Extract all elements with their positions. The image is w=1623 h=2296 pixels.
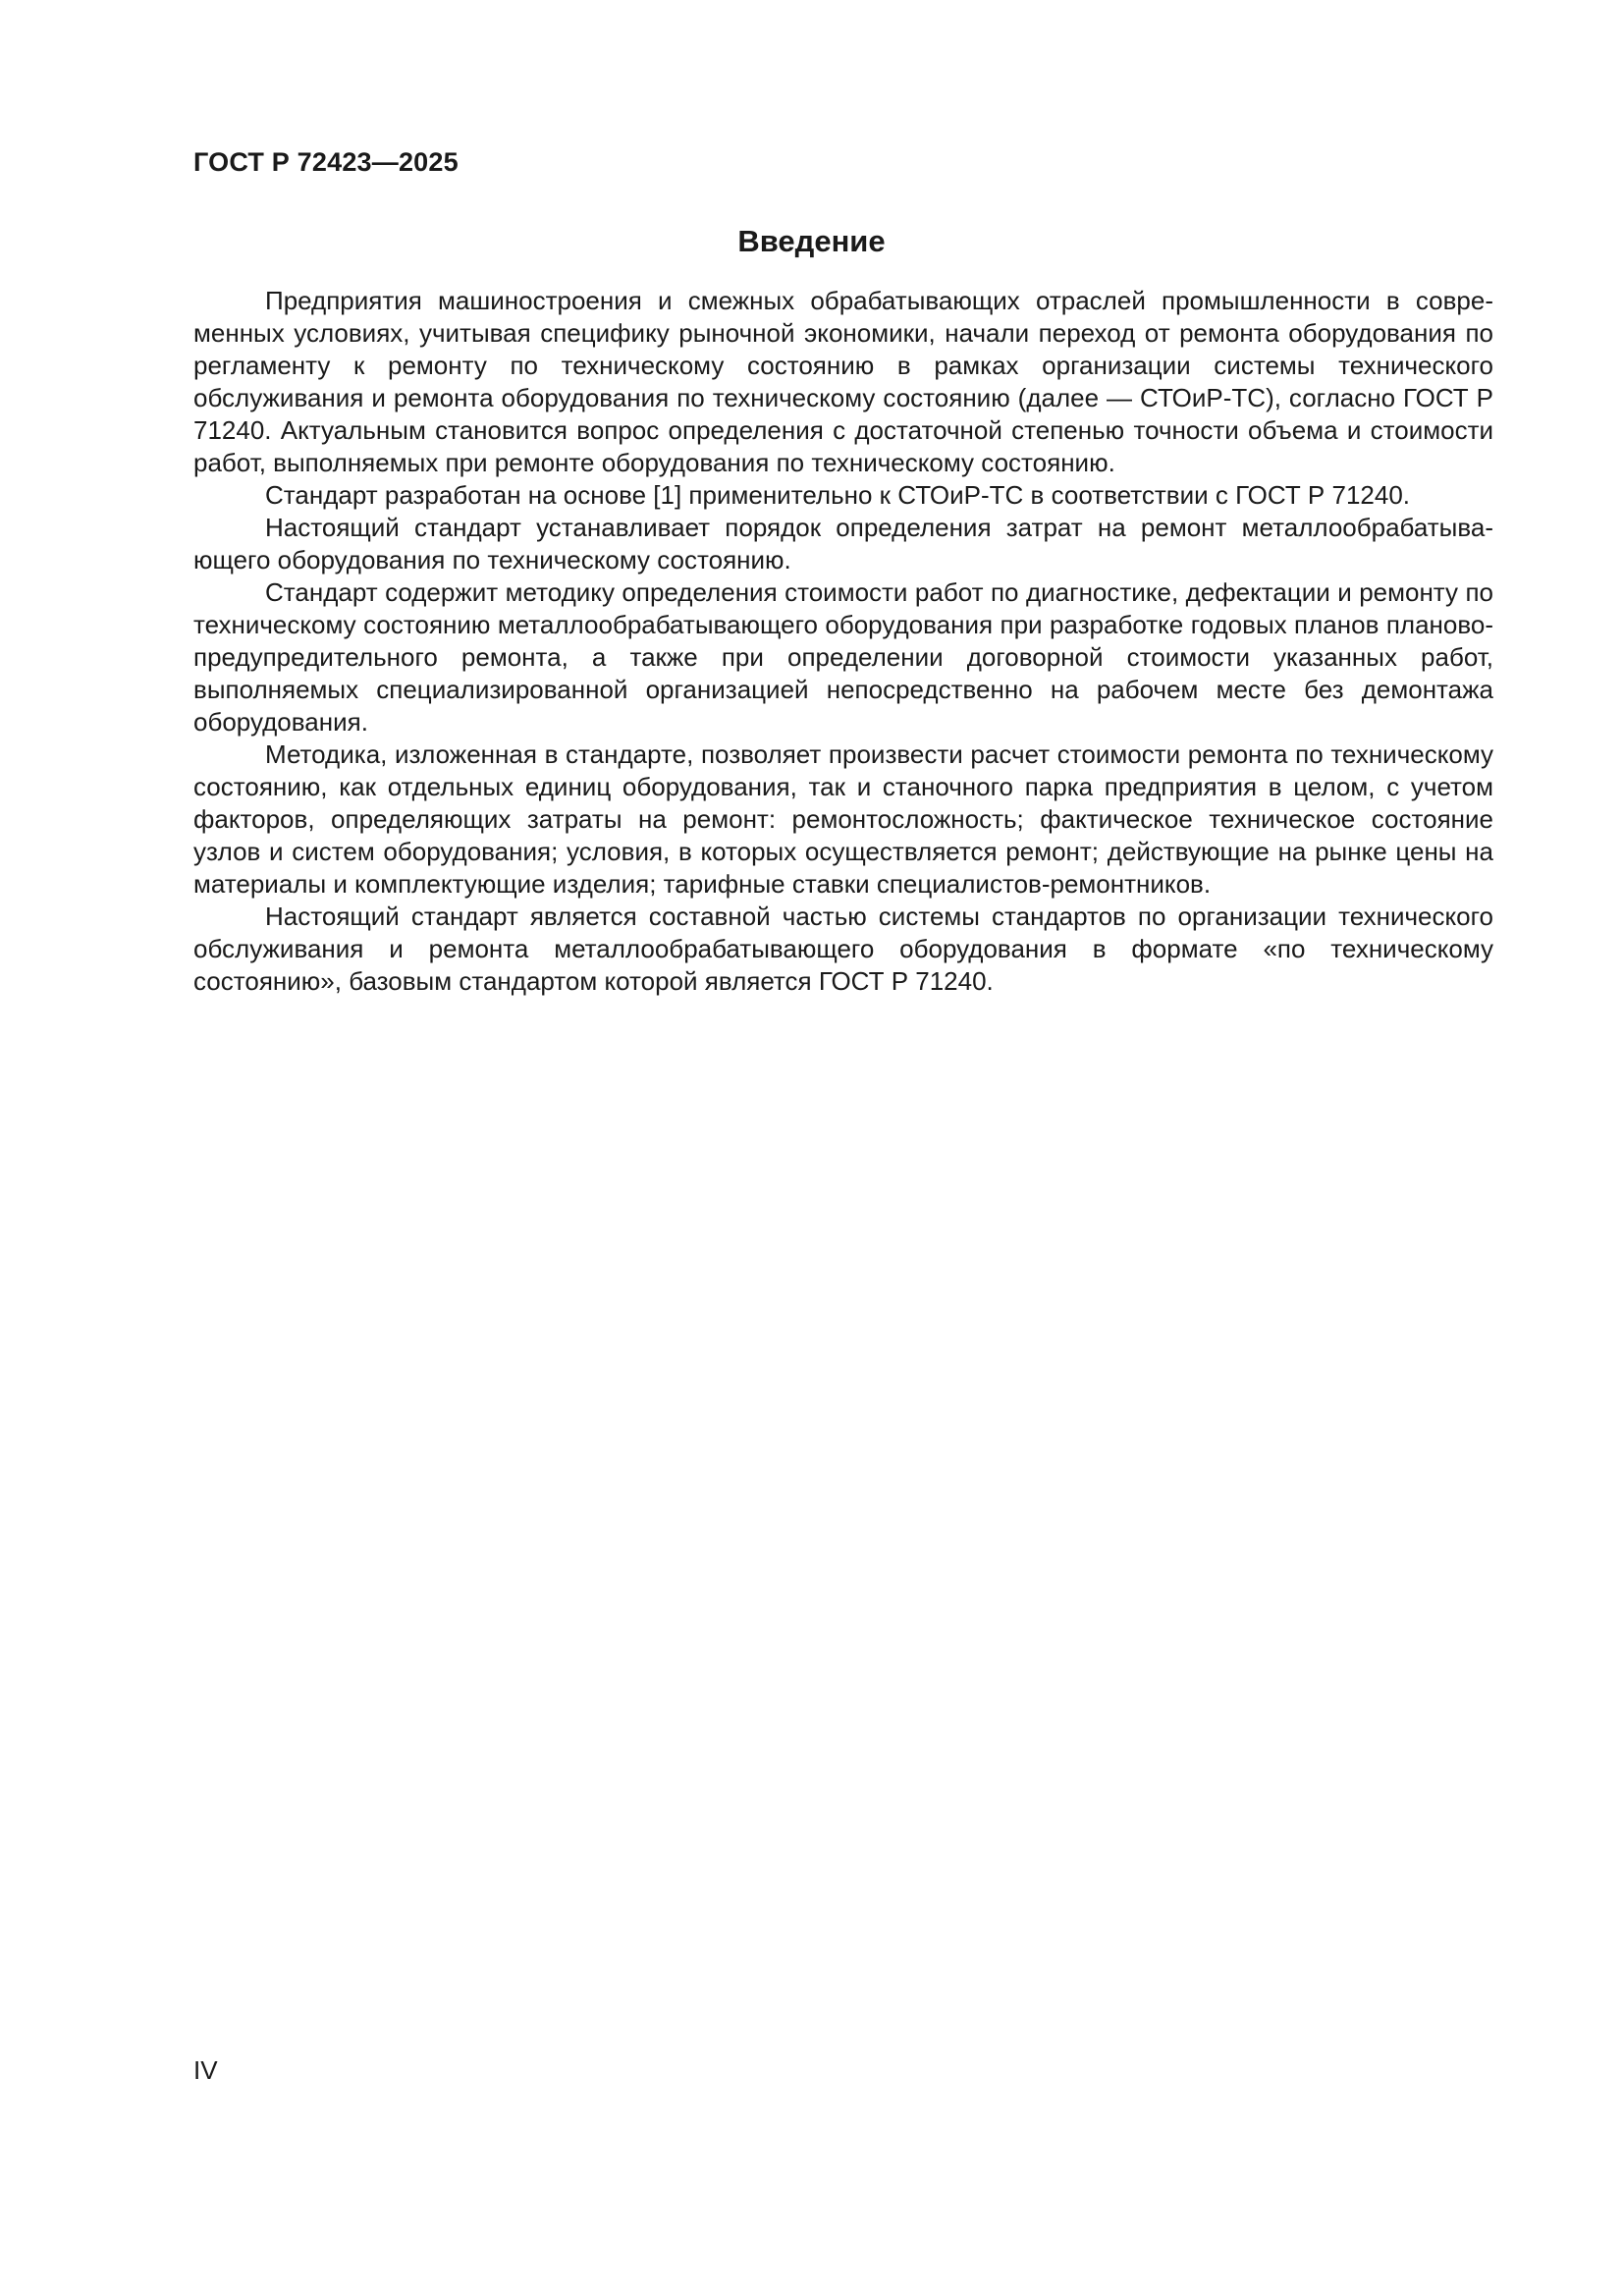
paragraph-6: Настоящий стандарт является составной частью системы стандартов по организации технического обслуживания и ремонта металлообрабатывающего оборудования в формате «по техническому состоянию», базовым стандартом которой является ГОСТ Р 71240. xyxy=(193,902,1493,996)
introduction-body xyxy=(193,285,1493,998)
paragraph-2: Стандарт разработан на основе [1] применительно к СТОиР-ТС в соответствии с ГОСТ Р 71240. xyxy=(265,480,1411,510)
section-title: Введение xyxy=(737,224,886,258)
page-number: IV xyxy=(193,2055,218,2085)
paragraph-1: Предприятия машиностроения и смежных обрабатывающих отраслей промышленности в современных условиях, учитывая специфику рыночной экономики, начали переход от ремонта оборудования по регламенту к ремонту по техническому состоянию в рамках организации системы технического обслуживания и ремонта оборудования по техническому состоянию (далее — СТОиР-ТС), согласно ГОСТ Р 71240. Актуальным становится вопрос определения с достаточной степенью точности объема и стоимости работ, выполняемых при ремонте оборудования по техническому состоянию. xyxy=(193,286,1493,477)
paragraph-3: Настоящий стандарт устанавливает порядок определения затрат на ремонт металлообрабатывающего оборудования по техническому состоянию. xyxy=(193,513,1493,574)
paragraph-5: Методика, изложенная в стандарте, позволяет произвести расчет стоимости ремонта по техническому состоянию, как отдельных единиц оборудования, так и станочного парка предприятия в целом, с учетом факторов, определяющих затраты на ремонт: ремонтосложность; фактическое техническое состояние узлов и систем оборудования; условия, в которых осуществляется ремонт; действующие на рынке цены на материалы и комплектующие изделия; тарифные ставки специалистов-ремонтников. xyxy=(193,739,1493,899)
document-number: ГОСТ Р 72423—2025 xyxy=(193,147,459,177)
paragraph-4: Стандарт содержит методику определения стоимости работ по диагностике, дефектации и ремонту по техническому состоянию металлообрабатывающего оборудования при разработке годовых планов планово-предупредительного ремонта, а также при определении договорной стоимости указанных работ, выполняемых специализированной организацией непосредственно на рабочем месте без демонтажа оборудования. xyxy=(193,577,1493,737)
